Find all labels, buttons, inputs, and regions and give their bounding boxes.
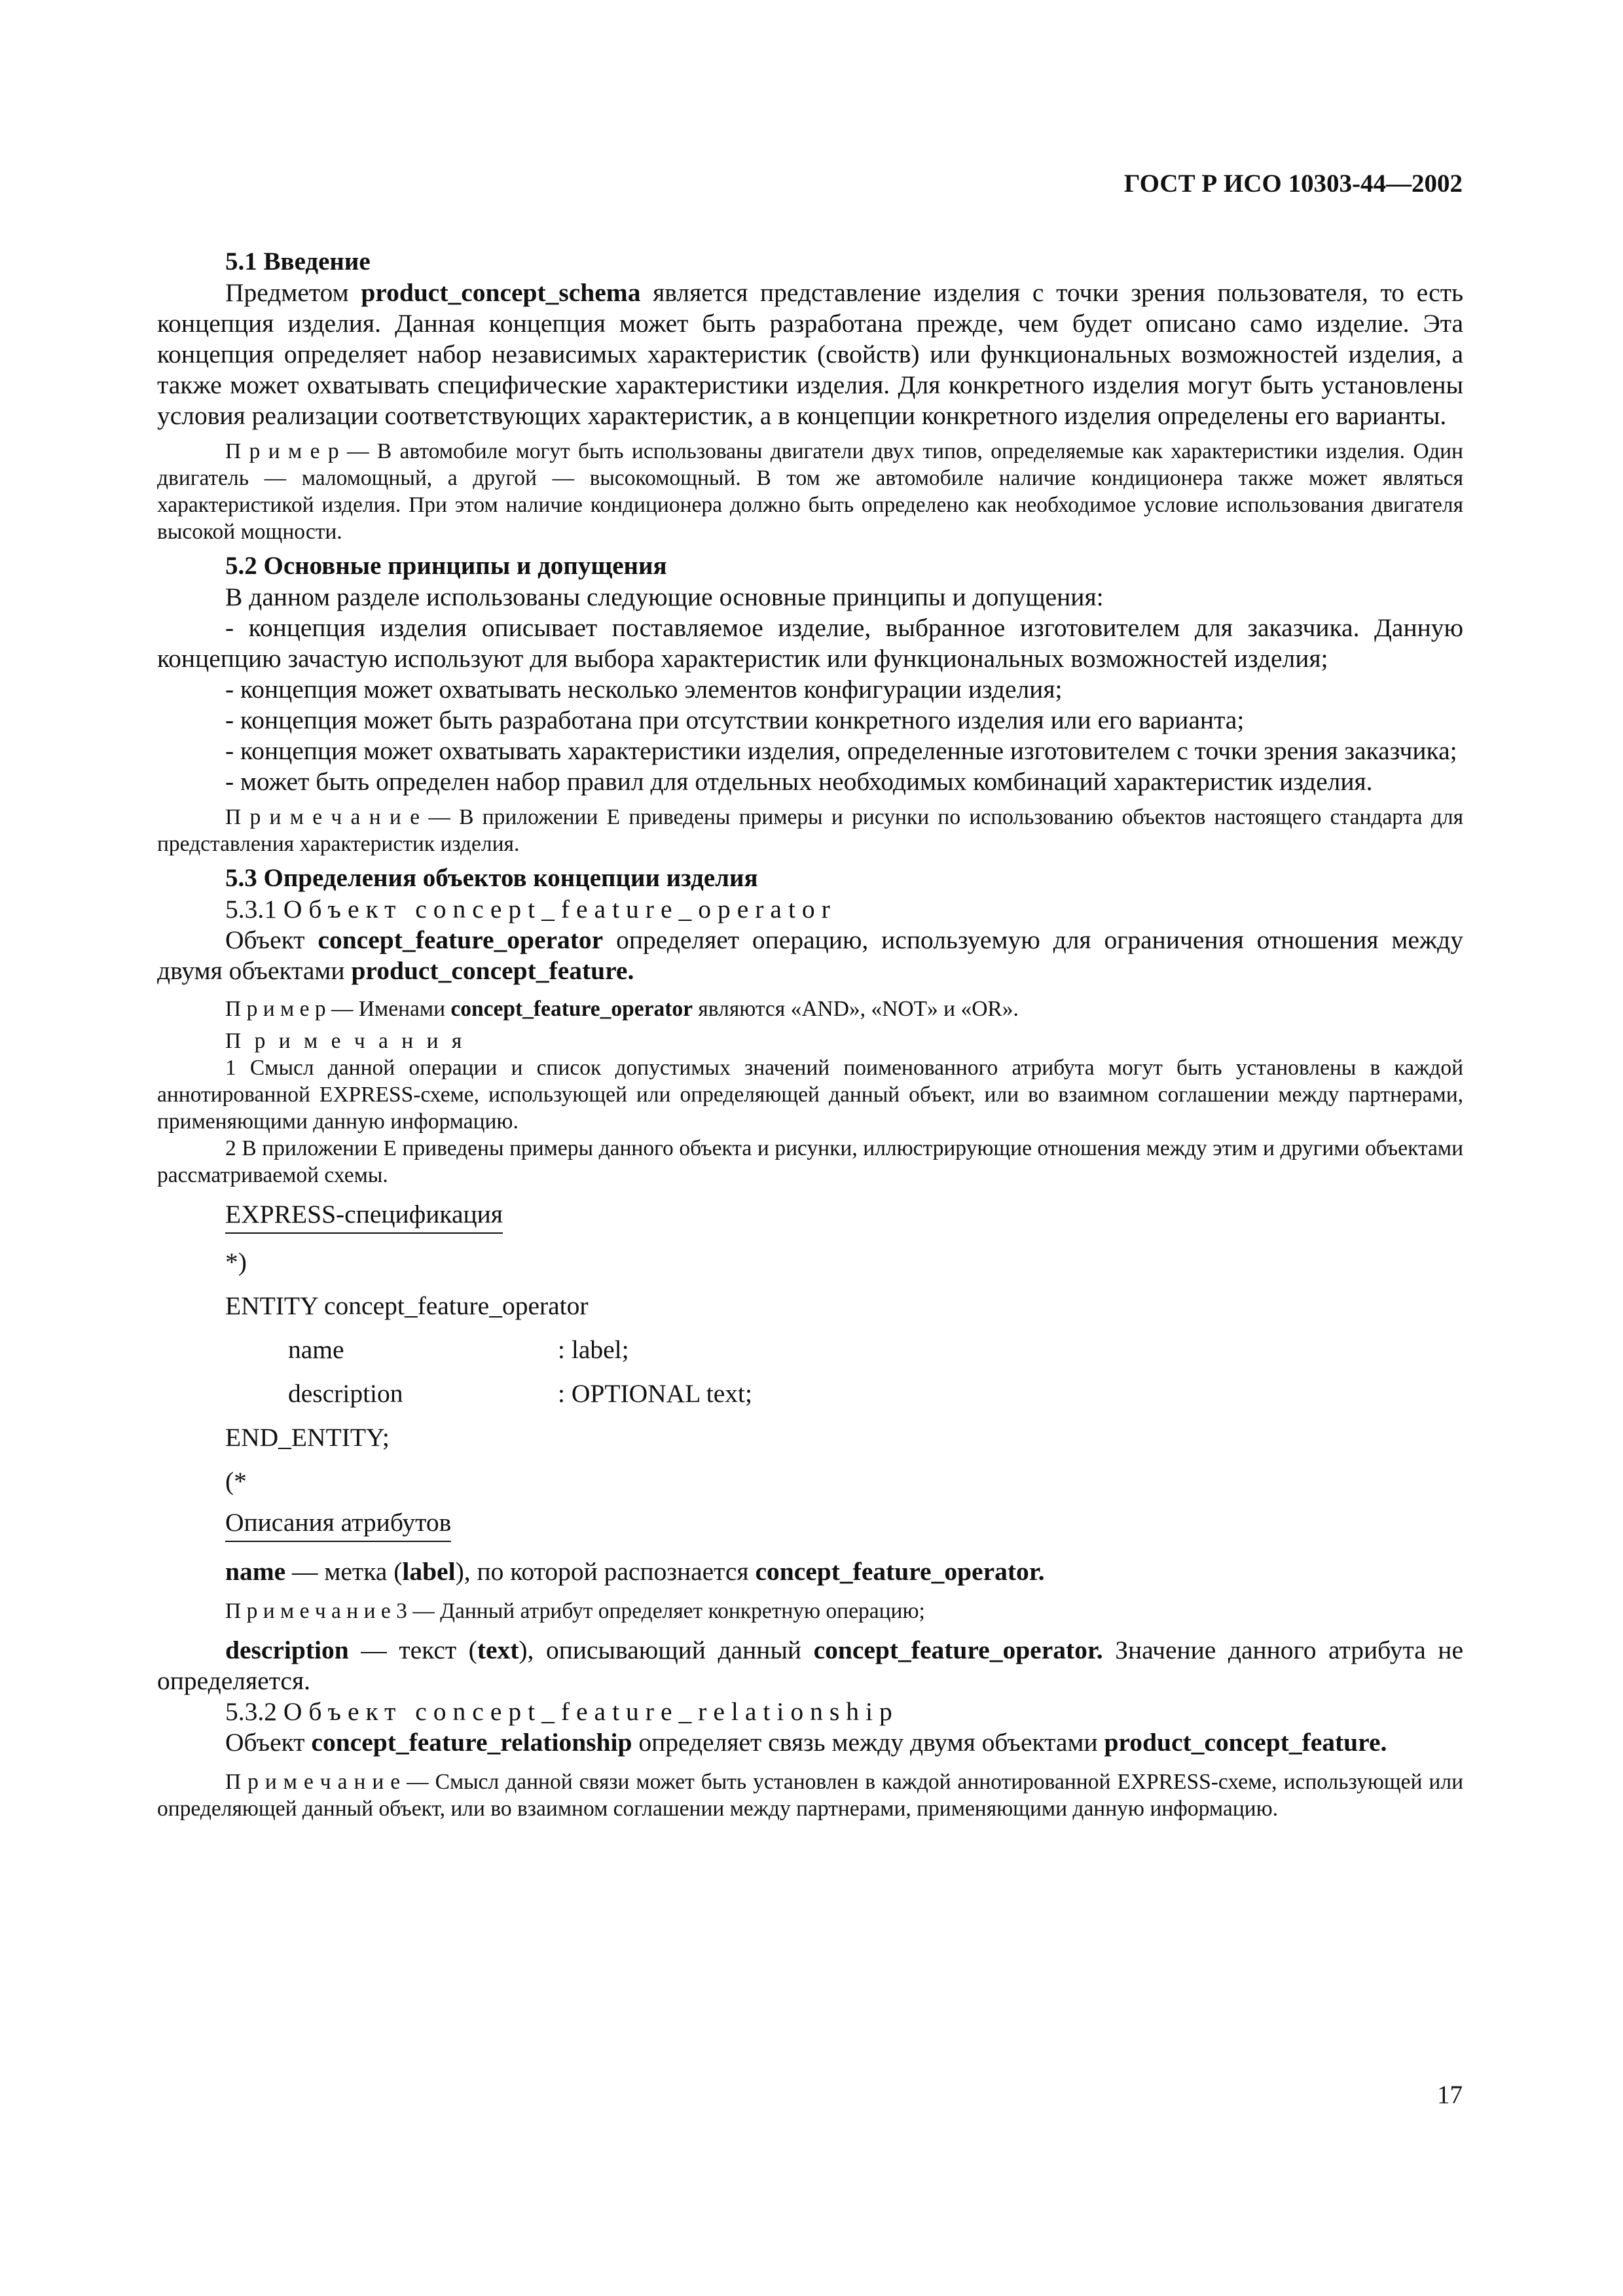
example-5-1: П р и м е р — В автомобиле могут быть использованы двигатели двух типов, определяемые как характеристики изделия. Один двигатель — маломощный, а другой — высокомощный. В том же автомобиле наличие кондиционера также может являться характеристикой изделия. При этом наличие кондиционера должно быть определено как необходимое условие использования двигателя высокой мощности. [157, 439, 1463, 544]
attribute-description-description: description — текст (text), описывающий данный concept_feature_operator. Значение данного атрибута не определяется. [157, 1636, 1463, 1695]
code-end-entity: END_ENTITY; [225, 1423, 390, 1452]
section-heading-5-1: 5.1 Введение [225, 247, 371, 276]
note-5-3-2: П р и м е ч а н и е — Смысл данной связи может быть установлен в каждой аннотированной EXPRESS-схеме, использующей или определяющей данный объект, или во взаимном соглашении между партнерами, применяющими данную информацию. [157, 1770, 1463, 1821]
subsection-heading-5-3-1: 5.3.1 Объект concept_feature_operator [225, 895, 837, 924]
section-heading-5-2: 5.2 Основные принципы и допущения [225, 552, 667, 580]
attribute-name: name [288, 1335, 344, 1364]
subsection-heading-5-3-2: 5.3.2 Объект concept_feature_relationship [225, 1697, 899, 1726]
notes-label-5-3-1: П р и м е ч а н и я [225, 1029, 466, 1053]
list-item: - может быть определен набор правил для отдельных необходимых комбинаций характеристик изделия. [225, 767, 1373, 796]
attribute-name-description: name — метка (label), по которой распознается concept_feature_operator. [225, 1557, 1045, 1586]
note-3: П р и м е ч а н и е 3 — Данный атрибут определяет конкретную операцию; [225, 1599, 925, 1623]
page-number: 17 [1437, 2081, 1463, 2109]
attribute-name: description [288, 1379, 403, 1408]
express-spec-heading: EXPRESS-спецификация [225, 1199, 503, 1234]
attribute-descriptions-heading: Описания атрибутов [225, 1507, 451, 1542]
code-attribute-row [157, 1378, 1463, 1409]
code-comment-close: *) [225, 1247, 247, 1276]
list-item: - концепция может охватывать несколько элементов конфигурации изделия; [225, 675, 1063, 704]
list-item: - концепция может охватывать характеристики изделия, определенные изготовителем с точки зрения заказчика; [225, 736, 1457, 765]
page-content [157, 242, 1463, 1827]
list-item: - концепция изделия описывает поставляемое изделие, выбранное изготовителем для заказчика. Данную концепцию зачастую используют для выбора характеристик или функциональных возможностей изделия; [157, 613, 1463, 673]
paragraph-5-2-intro: В данном разделе использованы следующие основные принципы и допущения: [225, 583, 1104, 611]
example-5-3-1: П р и м е р — Именами concept_feature_operator являются «AND», «NOT» и «OR». [225, 997, 1019, 1021]
page-header-doc-id: ГОСТ Р ИСО 10303-44—2002 [1123, 170, 1463, 198]
note-5-2: П р и м е ч а н и е — В приложении Е приведены примеры и рисунки по использованию объектов настоящего стандарта для представления характеристик изделия. [157, 805, 1463, 856]
note-2-5-3-1: 2 В приложении Е приведены примеры данного объекта и рисунки, иллюстрирующие отношения между этим и другими объектами рассматриваемой схемы. [157, 1136, 1463, 1187]
section-heading-5-3: 5.3 Определения объектов концепции изделия [225, 864, 758, 892]
list-item: - концепция может быть разработана при отсутствии конкретного изделия или его варианта; [225, 706, 1245, 734]
code-attribute-row [157, 1335, 1463, 1365]
code-comment-open: (* [225, 1467, 247, 1496]
code-entity-line: ENTITY concept_feature_operator [225, 1291, 589, 1320]
note-1-5-3-1: 1 Смысл данной операции и список допустимых значений поименованного атрибута могут быть установлены в каждой аннотированной EXPRESS-схеме, использующей или определяющей данный объект, или во взаимном соглашении между партнерами, применяющими данную информацию. [157, 1056, 1463, 1134]
definition-5-3-2: Объект concept_feature_relationship определяет связь между двумя объектами product_concept_feature. [225, 1728, 1387, 1757]
attribute-type: : label; [558, 1335, 629, 1364]
attribute-type: : OPTIONAL text; [558, 1379, 752, 1408]
paragraph-5-1: Предметом product_concept_schema является представление изделия с точки зрения пользователя, то есть концепция изделия. Данная концепция может быть разработана прежде, чем будет описано само изделие. Эта концепция определяет набор независимых характеристик (свойств) или функциональных возможностей изделия, а также может охватывать специфические характеристики изделия. Для конкретного изделия могут быть установлены условия реализации соответствующих характеристик, а в концепции конкретного изделия определены его варианты. [157, 278, 1463, 430]
definition-5-3-1: Объект concept_feature_operator определяет операцию, используемую для ограничения отношения между двумя объектами product_concept_feature. [157, 925, 1463, 985]
